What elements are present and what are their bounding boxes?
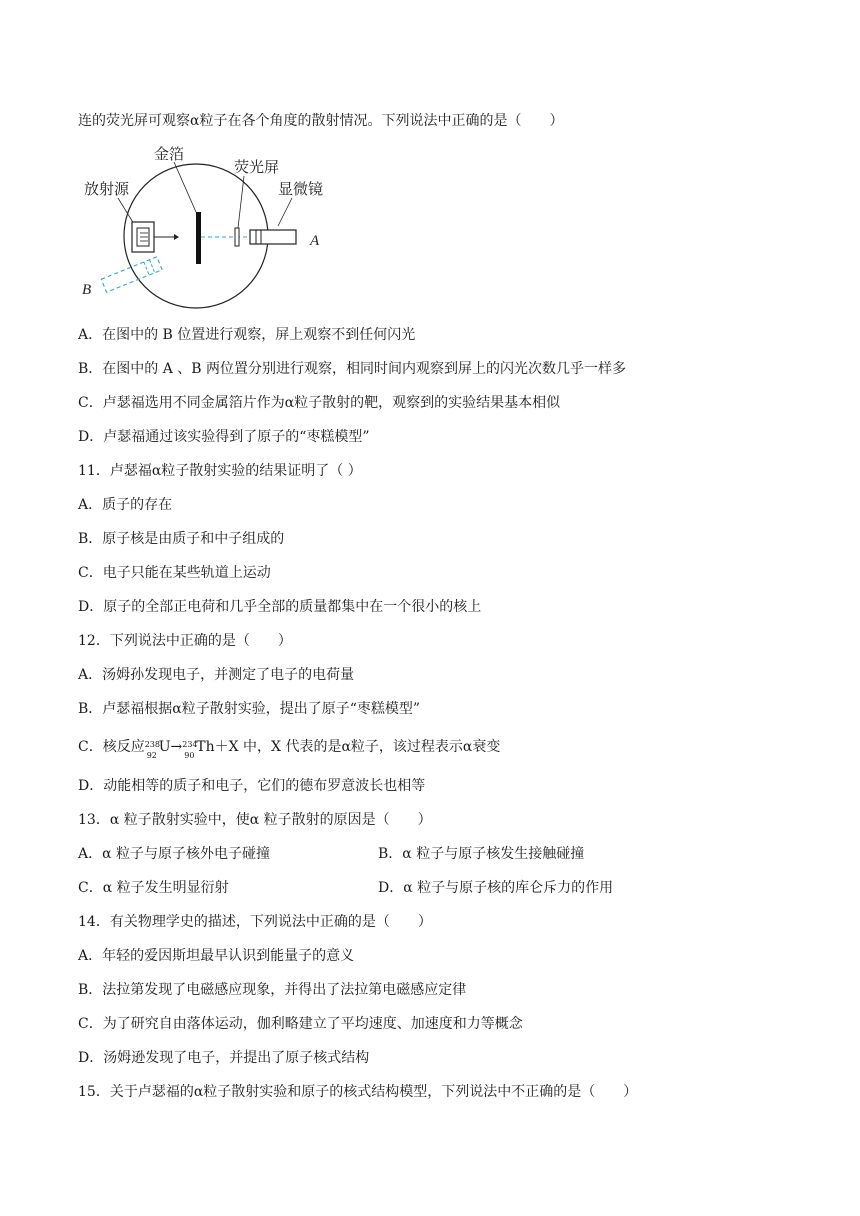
q12-option-a: A．汤姆孙发现电子，并测定了电子的电荷量 [78,667,355,683]
label-source: 放射源 [84,182,130,198]
fluorescent-screen [235,228,239,246]
q11-stem: 11．卢瑟福α粒子散射实验的结果证明了（ ） [78,463,362,479]
microscope-a [250,230,296,244]
q12-option-d: D．动能相等的质子和电子，它们的德布罗意波长也相等 [78,778,426,794]
label-position-b: B [82,282,92,298]
q15-stem: 15．关于卢瑟福的α粒子散射实验和原子的核式结构模型，下列说法中不正确的是（ ） [78,1084,638,1100]
q12-option-c-prefix: C．核反应 [78,739,145,755]
q13-option-b: B．α 粒子与原子核发生接触碰撞 [378,846,585,862]
q11-option-d: D．原子的全部正电荷和几乎全部的质量都集中在一个很小的核上 [78,599,482,615]
thorium-nuclide [182,737,198,760]
q12-option-c-suffix: Th＋X 中，X 代表的是α粒子，该过程表示α衰变 [196,739,501,755]
q12-option-b: B．卢瑟福根据α粒子散射实验，提出了原子“枣糕模型” [78,701,421,717]
q14-option-b: B．法拉第发现了电磁感应现象，并得出了法拉第电磁感应定律 [78,982,467,998]
q14-option-a: A．年轻的爱因斯坦最早认识到能量子的意义 [78,948,355,964]
uranium-nuclide [144,737,160,760]
q13-option-a: A．α 粒子与原子核外电子碰撞 [78,846,271,862]
label-screen: 荧光屏 [234,160,280,176]
q10-option-a: A．在图中的 B 位置进行观察，屏上观察不到任何闪光 [78,327,416,343]
q14-stem: 14．有关物理学史的描述，下列说法中正确的是（ ） [78,914,432,930]
thorium-mass-number: 234 [182,740,198,749]
q10-option-c: C．卢瑟福选用不同金属箔片作为α粒子散射的靶，观察到的实验结果基本相似 [78,395,561,411]
radiation-source [132,222,154,252]
thorium-atomic-number: 90 [184,751,195,760]
q11-option-c: C．电子只能在某些轨道上运动 [78,565,271,581]
q12-option-c [78,737,501,760]
q11-option-b: B．原子核是由质子和中子组成的 [78,531,285,547]
q13-stem: 13．α 粒子散射实验中，使α 粒子散射的原因是（ ） [78,812,432,828]
gold-foil [196,212,201,264]
q12-stem: 12．下列说法中正确的是（ ） [78,633,292,649]
q10-option-b: B．在图中的 A 、B 两位置分别进行观察，相同时间内观察到屏上的闪光次数几乎一样多 [78,361,627,377]
uranium-atomic-number: 92 [146,751,157,760]
q14-option-d: D．汤姆逊发现了电子，并提出了原子核式结构 [78,1050,370,1066]
label-position-a: A [310,233,320,249]
uranium-symbol: U→ [158,739,183,755]
q13-option-d: D．α 粒子与原子核的库仑斥力的作用 [378,880,614,896]
label-microscope: 显微镜 [278,182,324,198]
microscope-b [101,257,162,292]
q11-option-a: A．质子的存在 [78,497,173,513]
label-foil: 金箔 [154,147,185,163]
q14-option-c: C．为了研究自由落体运动，伽利略建立了平均速度、加速度和力等概念 [78,1016,523,1032]
uranium-mass-number: 238 [144,740,160,749]
q10-option-d: D．卢瑟福通过该实验得到了原子的“枣糕模型” [78,429,370,445]
alpha-scattering-diagram [78,136,348,316]
question-intro: 连的荧光屏可观察α粒子在各个角度的散射情况。下列说法中正确的是（ ） [78,113,564,129]
q13-option-c: C．α 粒子发生明显衍射 [78,880,229,896]
